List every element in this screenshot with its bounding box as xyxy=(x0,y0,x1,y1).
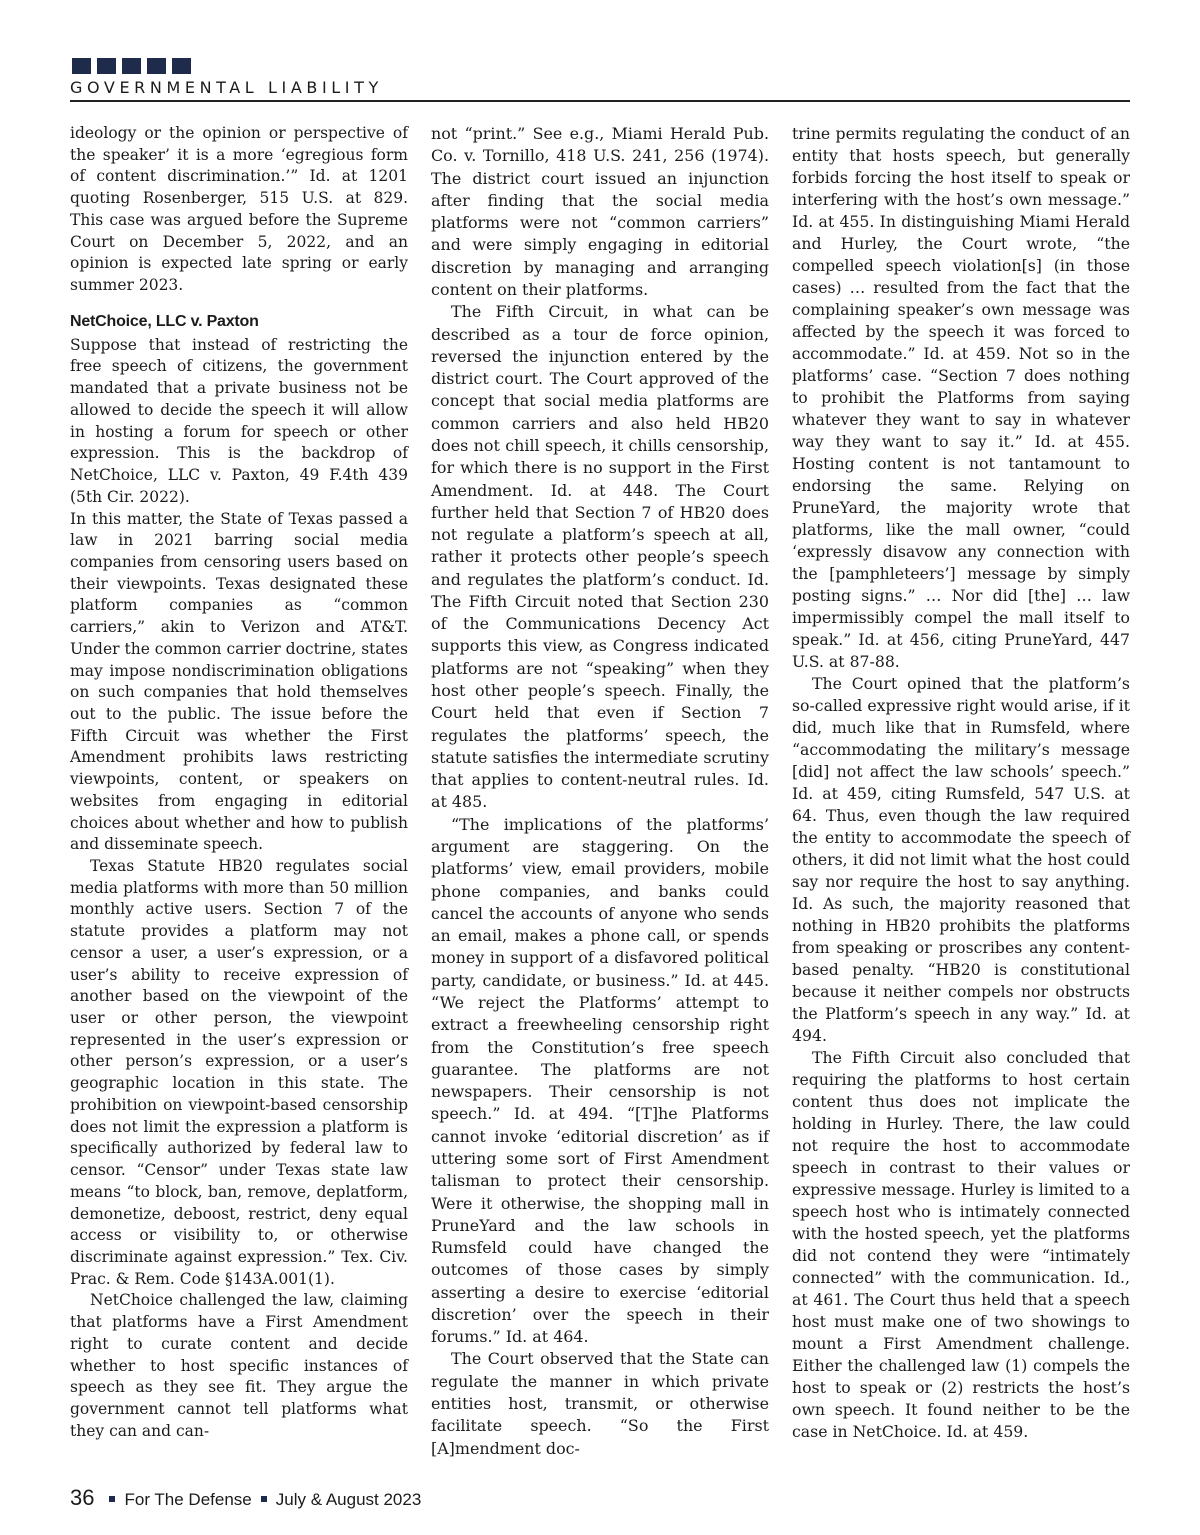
paragraph: “The implications of the platforms’ argument are staggering. On the platforms’ view, email providers, mobile phone companies, and banks could cancel the accounts of anyone who sends an email, makes a phone call, or spends money in support of a disfavored political party, candidate, or business.” Id. at 445. “We reject the Platforms’ attempt to extract a freewheeling censorship right from the Constitution’s free speech guarantee. The platforms are not newspapers. Their censorship is not speech.” Id. at 494. “[T]he Platforms cannot invoke ‘editorial discretion’ as if uttering some sort of First Amendment talisman to protect their censorship. Were it otherwise, the shopping mall in PruneYard and the law schools in Rumsfeld could have changed the outcomes of those cases by simply asserting a desire to exercise ‘editorial discretion’ over the speech in their forums.” Id. at 464. xyxy=(431,814,769,1347)
paragraph: The Fifth Circuit also concluded that requiring the platforms to host certain content thus does not implicate the holding in Hurley. There, the law could not require the host to accommodate speech in contrast to their values or expressive message. Hurley is limited to a speech host who is intimately connected with the hosted speech, yet the platforms did not contend they were “intimately connected” with the communication. Id., at 461. The Court thus held that a speech host must make one of two showings to mount a First Amendment challenge. Either the challenged law (1) compels the host to speak or (2) restricts the host’s own speech. It found neither to be the case in NetChoice. Id. at 459. xyxy=(792,1048,1130,1441)
paragraph: In this matter, the State of Texas passed a law in 2021 barring social media companies from censoring users based on their viewpoints. Texas designated these platform companies as “common carriers,” akin to Verizon and AT&T. Under the common carrier doctrine, states may impose nondiscrimination obligations on such companies that hold themselves out to the public. The issue before the Fifth Circuit was whether the First Amendment prohibits laws restricting viewpoints, content, or speakers on websites from engaging in editorial choices about whether and how to publish and disseminate speech. xyxy=(70,509,408,854)
subheading: NetChoice, LLC v. Paxton xyxy=(70,312,259,330)
marker-square xyxy=(72,58,91,74)
text-column-3 xyxy=(792,123,1130,1443)
bullet-icon xyxy=(109,1496,115,1502)
paragraph: The Court observed that the State can regulate the manner in which private entities host, transmit, or otherwise facilitate speech. “So the First [A]mendment doc- xyxy=(431,1349,769,1458)
paragraph: trine permits regulating the conduct of an entity that hosts speech, but generally forbids forcing the host itself to speak or interfering with the host’s own message.” Id. at 455. In distinguishing Miami Herald and Hurley, the Court wrote, “the compelled speech violation[s] (in those cases) … resulted from the fact that the complaining speaker’s own message was affected by the speech it was forced to accommodate.” Id. at 459. Not so in the platforms’ case. “Section 7 does nothing to prohibit the Platforms from saying whatever they want to say in whatever way they want to say it.” Id. at 455. Hosting content is not tantamount to endorsing the same. Relying on PruneYard, the majority wrote that platforms, like the mall owner, “could ‘expressly disavow any connection with the [pamphleteers’] message by simply posting signs.” … Nor did [the] … law impermissibly compel the mall itself to speak.” Id. at 456, citing PruneYard, 447 U.S. at 87-88. xyxy=(792,124,1130,671)
paragraph: The Fifth Circuit, in what can be described as a tour de force opinion, reversed the injunction entered by the district court. The Court approved of the concept that social media platforms are common carriers and also held HB20 does not chill speech, it chills censorship, for which there is no support in the First Amendment. Id. at 448. The Court further held that Section 7 of HB20 does not regulate a platform’s speech at all, rather it protects other people’s speech and regulates the platform’s conduct. Id. The Fifth Circuit noted that Section 230 of the Communications Decency Act supports this view, as Congress indicated platforms are not “speaking” when they host other people’s speech. Finally, the Court held that even if Section 7 regulates the platforms’ speech, the statute satisfies the intermediate scrutiny that applies to content-neutral rules. Id. at 485. xyxy=(431,302,769,812)
text-column-1 xyxy=(70,123,408,1442)
marker-square xyxy=(172,58,191,74)
page-footer xyxy=(70,1485,421,1511)
section-marker xyxy=(72,58,191,74)
paragraph: Suppose that instead of restricting the free speech of citizens, the government mandated that a private business not be allowed to decide the speech it will allow in hosting a forum for speech or other expression. This is the backdrop of NetChoice, LLC v. Paxton, 49 F.4th 439 (5th Cir. 2022). xyxy=(70,335,408,506)
publication-name: For The Defense xyxy=(124,1490,252,1509)
marker-square xyxy=(147,58,166,74)
paragraph: The Court opined that the platform’s so-called expressive right would arise, if it did, much like that in Rumsfeld, where “accommodating the military’s message [did] not affect the law schools’ speech.” Id. at 459, citing Rumsfeld, 547 U.S. at 64. Thus, even though the law required the entity to accommodate the speech of others, it did not limit what the host could say nor require the host to say anything. Id. As such, the majority reasoned that nothing in HB20 prohibits the platforms from speaking or proscribes any content-based penalty. “HB20 is constitutional because it neither compels nor obstructs the Platform’s speech in any way.” Id. at 494. xyxy=(792,674,1130,1045)
marker-square xyxy=(97,58,116,74)
paragraph: ideology or the opinion or perspective of the speaker’ it is a more ‘egregious form of content discrimination.’” Id. at 1201 quoting Rosenberger, 515 U.S. at 829. This case was argued before the Supreme Court on December 5, 2022, and an opinion is expected late spring or early summer 2023. xyxy=(70,124,408,295)
paragraph: NetChoice challenged the law, claiming that platforms have a First Amendment right to curate content and decide whether to host specific instances of speech as they see fit. They argue the government cannot tell platforms what they can and can- xyxy=(70,1291,408,1440)
issue-date: July & August 2023 xyxy=(275,1490,422,1509)
paragraph: Texas Statute HB20 regulates social media platforms with more than 50 million monthly active users. Section 7 of the statute provides a platform may not censor a user, a user’s expression, or a user’s ability to receive expression of another based on the viewpoint of the user or other person, the viewpoint represented in the user’s expression or other person’s expression, or a user’s geographic location in this state. The prohibition on viewpoint-based censorship does not limit the expression a platform is specifically authorized by federal law to censor. “Censor” under Texas state law means “to block, ban, remove, deplatform, demonetize, deboost, restrict, deny equal access or visibility to, or otherwise discriminate against expression.” Tex. Civ. Prac. & Rem. Code §143A.001(1). xyxy=(70,857,408,1288)
text-column-2 xyxy=(431,123,769,1460)
bullet-icon xyxy=(261,1496,267,1502)
page-number: 36 xyxy=(70,1485,95,1510)
paragraph: not “print.” See e.g., Miami Herald Pub. Co. v. Tornillo, 418 U.S. 241, 256 (1974). The district court issued an injunction after finding that the social media platforms were not “common carriers” and were simply engaging in editorial discretion by managing and arranging content on their platforms. xyxy=(431,124,769,299)
marker-square xyxy=(122,58,141,74)
section-title: GOVERNMENTAL LIABILITY xyxy=(70,78,383,97)
header-rule xyxy=(70,100,1130,102)
